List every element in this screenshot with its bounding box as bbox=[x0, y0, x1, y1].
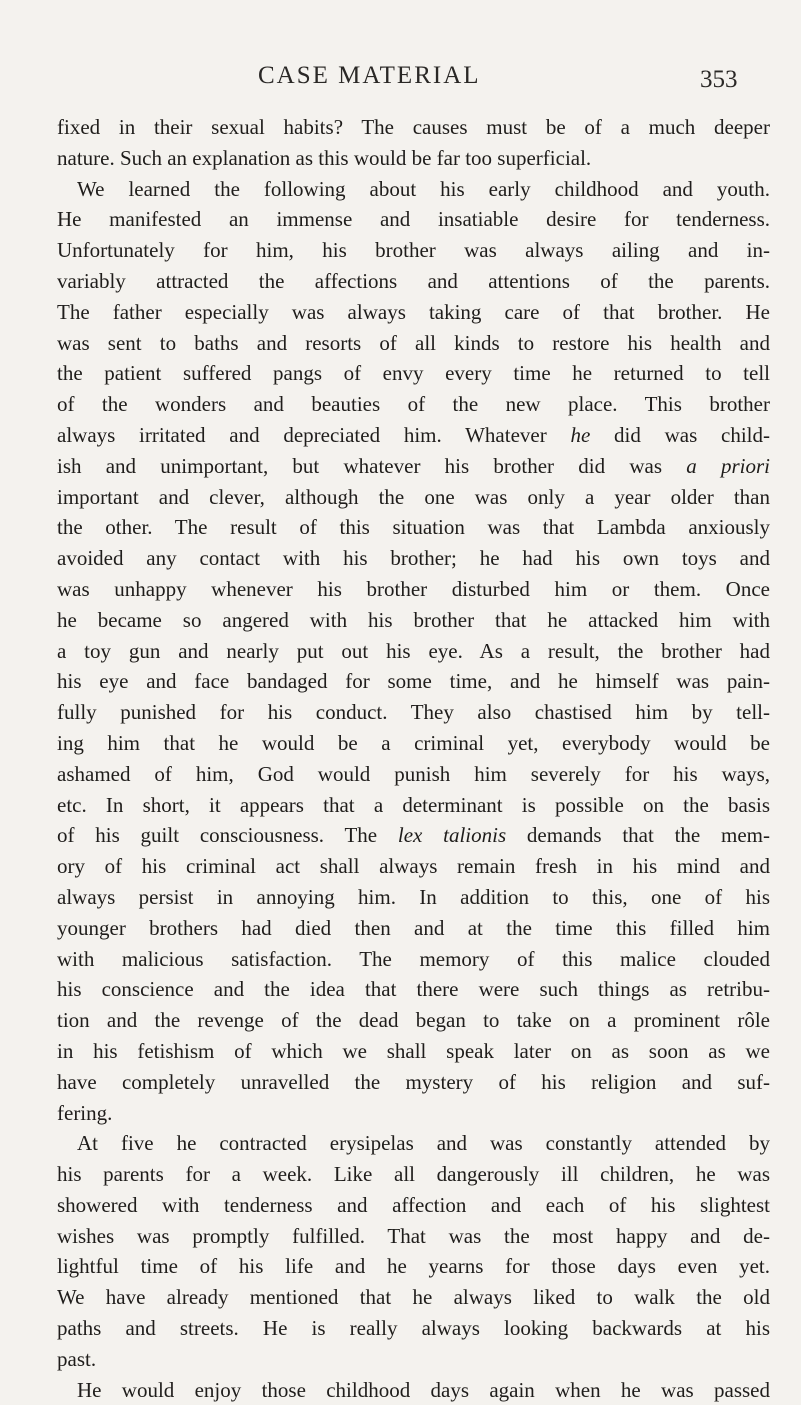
text-segment: of the wonders and beauties of the new place. This brother bbox=[57, 392, 770, 417]
text-line bbox=[57, 297, 770, 328]
text-segment: etc. In short, it appears that a determinant is possible on the basis bbox=[57, 792, 770, 817]
text-segment: his conscience and the idea that there were such things as retribu- bbox=[57, 977, 770, 1002]
italic-text: a priori bbox=[686, 453, 770, 478]
text-line bbox=[57, 328, 770, 359]
text-line bbox=[57, 851, 770, 882]
text-line bbox=[57, 482, 770, 513]
text-segment: with malicious satisfaction. The memory of this malice clouded bbox=[57, 946, 770, 971]
text-segment: he became so angered with his brother that he attacked him with bbox=[57, 607, 770, 632]
text-segment: wishes was promptly fulfilled. That was the most happy and de- bbox=[57, 1223, 770, 1248]
text-segment: of his guilt consciousness. The bbox=[57, 823, 398, 848]
text-segment: a toy gun and nearly put out his eye. As a result, the brother had bbox=[57, 638, 770, 663]
text-segment: the other. The result of this situation was that Lambda anxiously bbox=[57, 515, 770, 540]
page-number: 353 bbox=[700, 66, 738, 93]
text-line bbox=[57, 1098, 770, 1129]
text-line bbox=[57, 1005, 770, 1036]
text-segment: lightful time of his life and he yearns for those days even yet. bbox=[57, 1254, 770, 1279]
text-line bbox=[57, 235, 770, 266]
text-segment: He manifested an immense and insatiable desire for tenderness. bbox=[57, 207, 770, 232]
text-segment: the patient suffered pangs of envy every time he returned to tell bbox=[57, 361, 770, 386]
text-segment: We have already mentioned that he always liked to walk the old bbox=[57, 1285, 770, 1310]
text-line bbox=[57, 1067, 770, 1098]
text-line bbox=[57, 1128, 770, 1159]
text-line bbox=[57, 143, 770, 174]
text-segment: ashamed of him, God would punish him severely for his ways, bbox=[57, 761, 770, 786]
text-line bbox=[57, 543, 770, 574]
text-line bbox=[57, 420, 770, 451]
text-segment: fixed in their sexual habits? The causes must be of a much deeper bbox=[57, 115, 770, 139]
text-segment: He would enjoy those childhood days again when he was passed bbox=[77, 1377, 770, 1402]
text-line bbox=[57, 1344, 770, 1375]
text-segment: paths and streets. He is really always looking backwards at his bbox=[57, 1316, 770, 1341]
text-segment: important and clever, although the one was only a year older than bbox=[57, 484, 770, 509]
text-segment: nature. Such an explanation as this would be far too superficial. bbox=[57, 145, 592, 170]
text-segment: always persist in annoying him. In addition to this, one of his bbox=[57, 884, 770, 909]
text-line bbox=[57, 913, 770, 944]
text-line bbox=[57, 1251, 770, 1282]
text-line bbox=[57, 820, 770, 851]
text-segment: did was child- bbox=[590, 422, 770, 447]
text-segment: At five he contracted erysipelas and was constantly attended by bbox=[77, 1131, 770, 1156]
text-segment: was unhappy whenever his brother disturbed him or them. Once bbox=[57, 576, 770, 601]
text-line bbox=[57, 574, 770, 605]
text-segment: variably attracted the affections and attentions of the parents. bbox=[57, 268, 770, 293]
text-line bbox=[57, 1282, 770, 1313]
text-line bbox=[57, 266, 770, 297]
text-line bbox=[57, 1190, 770, 1221]
text-line bbox=[57, 1221, 770, 1252]
text-segment: past. bbox=[57, 1346, 97, 1371]
text-segment: showered with tenderness and affection and each of his slightest bbox=[57, 1192, 770, 1217]
text-line bbox=[57, 204, 770, 235]
text-line bbox=[57, 974, 770, 1005]
text-line bbox=[57, 759, 770, 790]
body-text bbox=[57, 112, 770, 1405]
text-line bbox=[57, 358, 770, 389]
text-line bbox=[57, 174, 770, 205]
italic-text: lex talionis bbox=[397, 823, 507, 848]
text-line bbox=[57, 512, 770, 543]
text-line bbox=[57, 451, 770, 482]
text-line bbox=[57, 697, 770, 728]
running-head: CASE MATERIAL bbox=[258, 62, 481, 89]
text-segment: avoided any contact with his brother; he had his own toys and bbox=[57, 546, 770, 571]
text-segment: The father especially was always taking care of that brother. He bbox=[57, 299, 770, 324]
text-segment: his eye and face bandaged for some time, and he himself was pain- bbox=[57, 669, 770, 694]
text-segment: Unfortunately for him, his brother was always ailing and in- bbox=[57, 238, 770, 263]
text-line bbox=[57, 1313, 770, 1344]
text-line bbox=[57, 112, 770, 143]
text-segment: We learned the following about his early childhood and youth. bbox=[77, 176, 770, 201]
text-line bbox=[57, 882, 770, 913]
text-segment: always irritated and depreciated him. Whatever bbox=[57, 422, 571, 447]
text-line bbox=[57, 666, 770, 697]
text-segment: demands that the mem- bbox=[506, 823, 770, 848]
text-line bbox=[57, 1036, 770, 1067]
text-segment: in his fetishism of which we shall speak later on as soon as we bbox=[57, 1038, 770, 1063]
text-segment: ing him that he would be a criminal yet, everybody would be bbox=[57, 730, 770, 755]
text-line bbox=[57, 605, 770, 636]
text-segment: younger brothers had died then and at the time this filled him bbox=[57, 915, 770, 940]
text-segment: ory of his criminal act shall always remain fresh in his mind and bbox=[57, 854, 770, 879]
text-line bbox=[57, 790, 770, 821]
italic-text: he bbox=[570, 422, 591, 447]
text-segment: was sent to baths and resorts of all kinds to restore his health and bbox=[57, 330, 770, 355]
text-segment: have completely unravelled the mystery of his religion and suf- bbox=[57, 1069, 770, 1094]
text-line bbox=[57, 944, 770, 975]
text-segment: ish and unimportant, but whatever his brother did was bbox=[57, 453, 687, 478]
text-segment: fering. bbox=[57, 1100, 113, 1125]
text-line bbox=[57, 636, 770, 667]
text-segment: tion and the revenge of the dead began to take on a prominent rôle bbox=[57, 1008, 770, 1033]
text-line bbox=[57, 728, 770, 759]
text-line bbox=[57, 1159, 770, 1190]
text-segment: fully punished for his conduct. They also chastised him by tell- bbox=[57, 700, 770, 725]
text-line bbox=[57, 389, 770, 420]
text-segment: his parents for a week. Like all dangerously ill children, he was bbox=[57, 1162, 770, 1187]
text-line bbox=[57, 1375, 770, 1405]
